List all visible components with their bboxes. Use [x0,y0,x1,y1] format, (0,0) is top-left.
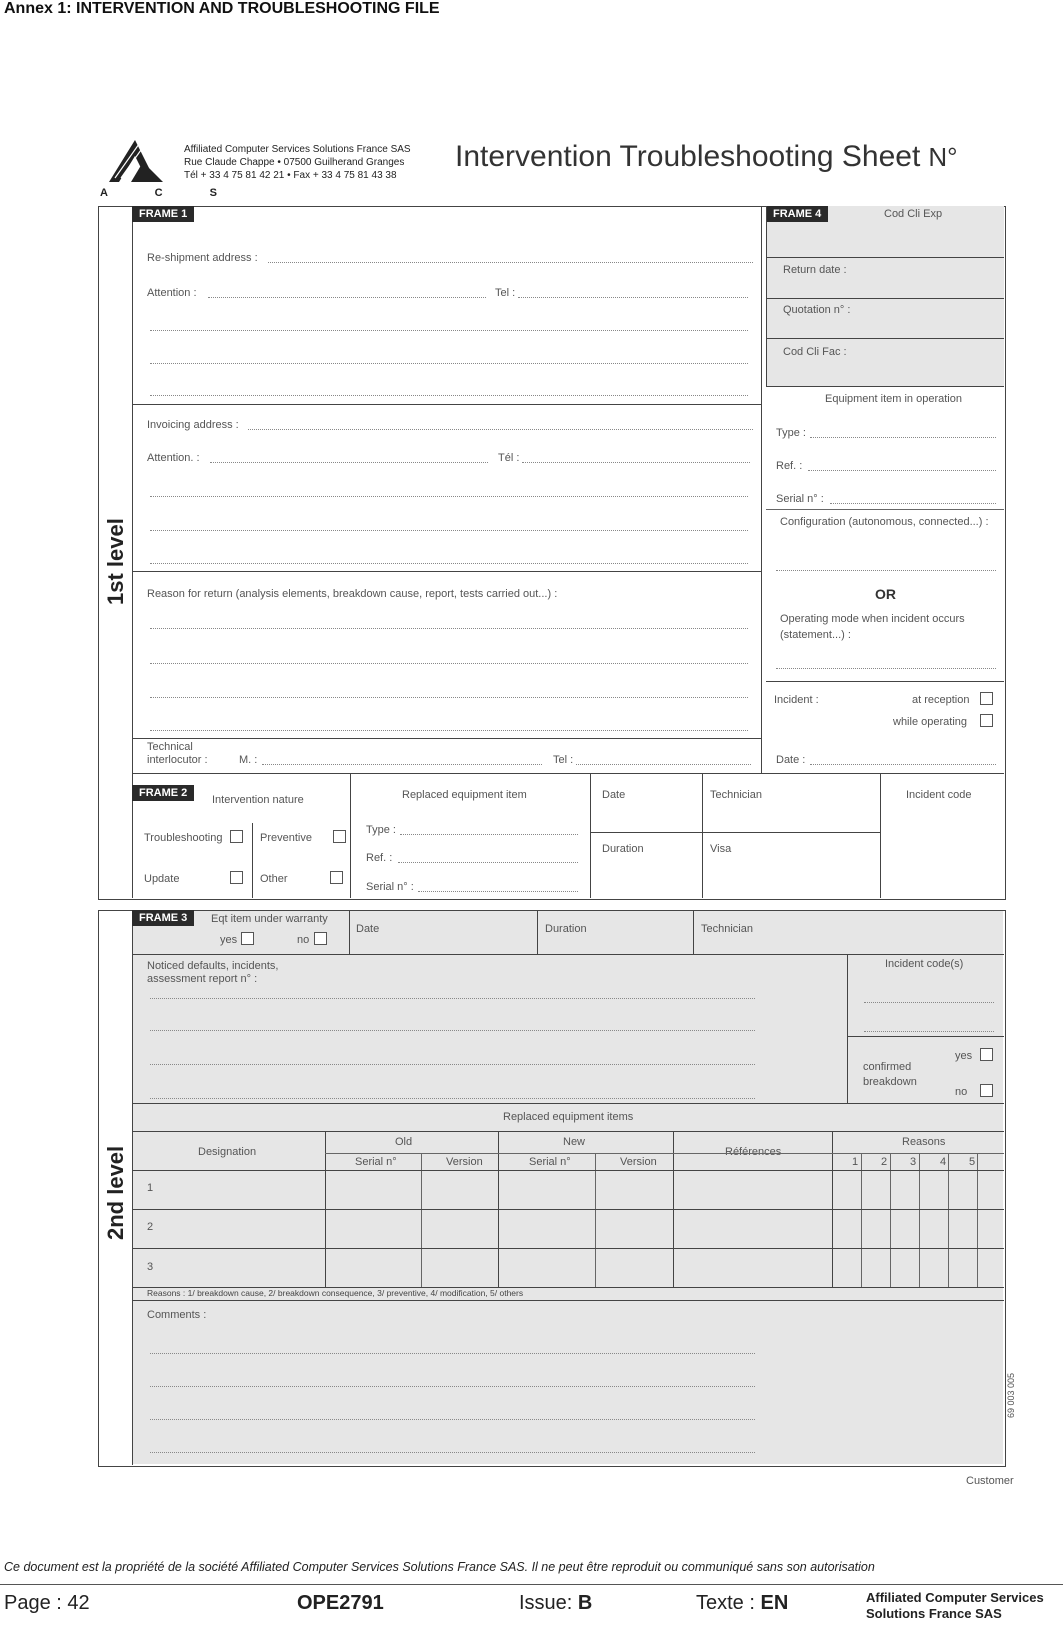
sheet-title-text: Intervention Troubleshooting Sheet [455,140,921,173]
tel-line[interactable] [518,297,748,298]
update-label: Update [144,873,180,885]
eq-serial-line[interactable] [830,503,996,504]
f2-incident-code-label: Incident code [906,789,972,801]
old-serial-header: Serial n° [355,1156,397,1168]
tel3-line[interactable] [576,764,751,765]
noticed-line[interactable] [150,1030,755,1031]
quotation-label: Quotation n° : [783,304,851,316]
incident-code-line[interactable] [864,1031,994,1032]
f2-serial-line[interactable] [418,891,578,892]
frame2-col-divider [702,773,703,898]
warranty-no-checkbox[interactable] [314,932,327,945]
footer-company [866,1590,1044,1622]
eq-ref-label: Ref. : [776,460,803,472]
while-operating-label: while operating [893,716,967,728]
incident-codes-divider [847,954,848,1103]
frame4-divider [766,681,1004,682]
address-line[interactable] [150,395,748,396]
reason-num-4: 4 [940,1156,947,1168]
frame4-divider [766,386,1004,387]
frame1-divider [132,404,762,405]
noticed-line[interactable] [150,1064,755,1065]
frame2-col-divider [880,773,881,898]
new-version-header: Version [620,1156,657,1168]
equipment-label: Equipment item in operation [825,393,962,405]
reasons-header: Reasons [902,1136,946,1148]
eq-type-line[interactable] [810,437,996,438]
warranty-yes-checkbox[interactable] [241,932,254,945]
old-version-header: Version [446,1156,483,1168]
comments-line[interactable] [150,1353,755,1354]
reason-line[interactable] [150,730,748,731]
frame2-col-divider [590,773,591,898]
tech-interlocutor-label: Technical interlocutor : [147,741,208,766]
frame3-divider [132,1131,1004,1132]
f3-duration-label: Duration [545,923,587,935]
frame1-divider [132,738,762,739]
reshipment-line[interactable] [268,262,753,263]
frame3-divider [132,1103,1004,1104]
company-line1: Affiliated Computer Services Solutions France SAS [184,144,411,155]
cod-cli-exp-label: Cod Cli Exp [884,208,943,220]
attention2-label: Attention. : [147,452,200,464]
confirmed-no-label: no [955,1086,968,1098]
f2-visa-label: Visa [710,843,732,855]
reason-line[interactable] [150,697,748,698]
logo-letters: A C S [100,187,239,199]
update-checkbox[interactable] [230,871,243,884]
noticed-label: Noticed defaults, incidents, assessment report n° : [147,960,279,985]
m-line[interactable] [262,764,542,765]
reason-num-3: 3 [910,1156,917,1168]
f2-serial-label: Serial n° : [366,881,414,893]
frame2-col-divider [350,773,351,898]
company-line2: Rue Claude Chappe • 07500 Guilherand Granges [184,157,405,168]
f2-date-label: Date [602,789,626,801]
invoicing-line[interactable] [248,429,753,430]
frame4-label: FRAME 4 [766,206,828,222]
table-subcol-divider [595,1153,596,1287]
incident-codes-label: Incident code(s) [885,958,964,970]
reason-col-divider [919,1153,920,1287]
company-line3: Tél + 33 4 75 81 42 21 • Fax + 33 4 75 81 43 38 [184,170,397,181]
invoicing-extra-line[interactable] [150,530,748,531]
f2-ref-line[interactable] [398,862,578,863]
configuration-label: Configuration (autonomous, connected...) : [780,516,989,528]
table-subcol-divider [421,1153,422,1287]
doc-reference: OPE2791 [297,1592,384,1614]
address-line[interactable] [150,363,748,364]
incident-codes-row-divider [847,1036,1004,1037]
table-row-divider [132,1248,1004,1249]
confirmed-yes-checkbox[interactable] [980,1048,993,1061]
troubleshooting-label: Troubleshooting [144,832,223,844]
at-reception-label: at reception [912,694,970,706]
noticed-line[interactable] [150,998,755,999]
reason-line[interactable] [150,663,748,664]
other-label: Other [260,873,288,885]
reshipment-label: Re-shipment address : [147,252,258,264]
frame4-divider [766,257,1004,258]
sheet-number-label: N° [928,142,958,172]
issue [519,1592,592,1615]
sheet-title [455,140,958,174]
replaced-items-label: Replaced equipment items [503,1111,634,1123]
attention-line[interactable] [208,297,486,298]
operating-mode-label: Operating mode when incident occurs (statement...) : [780,613,965,641]
new-serial-header: Serial n° [529,1156,571,1168]
f2-ref-label: Ref. : [366,852,393,864]
level1-mid-divider [132,773,1004,774]
reason-line[interactable] [150,628,748,629]
acs-logo-icon [105,138,167,186]
comments-line[interactable] [150,1452,755,1453]
texte [696,1592,788,1615]
eq-ref-line[interactable] [808,470,996,471]
or-label: OR [875,586,896,602]
invoicing-extra-line[interactable] [150,496,748,497]
comments-label: Comments : [147,1309,207,1321]
f2-type-label: Type : [366,824,396,836]
reason-col-divider [861,1153,862,1287]
other-checkbox[interactable] [330,871,343,884]
preventive-checkbox[interactable] [333,830,346,843]
table-row-2-num: 2 [147,1221,154,1233]
m-label: M. : [239,754,258,766]
frame3-divider [132,954,1004,955]
frame3-label: FRAME 3 [132,910,194,926]
frame4-left-border [766,206,767,386]
f2-type-line[interactable] [400,834,578,835]
frame1-right-border [761,206,762,774]
designation-header: Designation [198,1146,257,1158]
tel2-line[interactable] [522,462,750,463]
invoicing-label: Invoicing address : [147,419,239,431]
confirmed-no-checkbox[interactable] [980,1084,993,1097]
warranty-yes-label: yes [220,934,238,946]
legend-bottom [132,1300,1004,1301]
tel3-label: Tel : [553,754,574,766]
comments-line[interactable] [150,1386,755,1387]
invoicing-extra-line[interactable] [150,563,748,564]
frame3-shade [133,911,1003,1464]
footer-notice: Ce document est la propriété de la société Affiliated Computer Services Solutions France SAS. Il ne peut être reproduit ou communiqué sans son autorisation [4,1560,875,1574]
page-number: Page : 42 [4,1592,90,1614]
table-row-3-num: 3 [147,1261,154,1273]
footer-rule [0,1584,1063,1585]
f2-duration-label: Duration [602,843,644,855]
eq-type-label: Type : [776,427,806,439]
reason-col-divider [890,1153,891,1287]
frame4-divider [766,298,1004,299]
replaced-item-label: Replaced equipment item [402,789,527,801]
frame4-date-label: Date : [776,754,806,766]
frame1-divider [132,571,762,572]
eq-serial-label: Serial n° : [776,493,824,505]
cod-cli-fac-label: Cod Cli Fac : [783,346,847,358]
references-header: Références [725,1146,782,1158]
f3-technician-label: Technician [701,923,753,935]
frame4-top-shade [766,206,1004,386]
reason-col-divider [977,1153,978,1287]
reason-num-2: 2 [881,1156,888,1168]
table-row-divider [132,1209,1004,1210]
level2-divider [132,910,133,1465]
intervention-nature-label: Intervention nature [212,794,304,806]
preventive-label: Preventive [260,832,312,844]
address-line[interactable] [150,330,748,331]
at-reception-checkbox[interactable] [980,692,993,705]
operating-mode-line[interactable] [776,668,996,669]
configuration-line[interactable] [776,570,996,571]
table-subheader-line [325,1153,1004,1154]
company-address [184,143,411,182]
confirmed-yes-label: yes [955,1050,973,1062]
reason-label: Reason for return (analysis elements, breakdown cause, report, tests carried out...) : [147,588,558,600]
frame3-col-divider [349,910,350,954]
frame3-col-divider [693,910,694,954]
confirmed-breakdown-label: confirmed breakdown [863,1061,917,1088]
frame4-date-line[interactable] [810,764,996,765]
issue-label: Issue: [519,1592,573,1614]
annex-title: Annex 1: INTERVENTION AND TROUBLESHOOTING FILE [4,0,440,17]
frame3-col-divider [537,910,538,954]
first-level-label: 1st level [103,518,128,605]
frame2-label: FRAME 2 [132,785,194,801]
frame4-divider [766,338,1004,339]
warranty-no-label: no [297,934,310,946]
table-header-bottom [132,1170,1004,1171]
reason-num-1: 1 [852,1156,859,1168]
texte-label: Texte : [696,1592,755,1614]
incident-code-line[interactable] [864,1002,994,1003]
frame4-thin-divider [766,509,1004,510]
tel2-label: Tél : [498,452,520,464]
new-header: New [563,1136,586,1148]
troubleshooting-checkbox[interactable] [230,830,243,843]
texte-value: EN [760,1592,789,1614]
issue-value: B [577,1592,593,1614]
form-code: 69 003 005 [1006,1372,1016,1418]
tel-label: Tel : [495,287,516,299]
return-date-label: Return date : [783,264,847,276]
warranty-label: Eqt item under warranty [211,913,328,925]
second-level-label: 2nd level [103,1145,128,1240]
frame1-label: FRAME 1 [132,206,194,222]
reasons-legend: Reasons : 1/ breakdown cause, 2/ breakdown consequence, 3/ preventive, 4/ modification, 5/ others [147,1288,524,1298]
f2-technician-label: Technician [710,789,762,801]
noticed-line[interactable] [150,1098,755,1099]
comments-line[interactable] [150,1419,755,1420]
footer-company-line2: Solutions France SAS [866,1606,1002,1621]
f3-date-label: Date [356,923,380,935]
customer-label: Customer [966,1475,1014,1487]
attention-label: Attention : [147,287,197,299]
footer-company-line1: Affiliated Computer Services [866,1590,1044,1605]
reason-num-5: 5 [969,1156,976,1168]
old-header: Old [395,1136,413,1148]
frame2-nature-divider [252,823,253,898]
table-row-1-num: 1 [147,1182,154,1194]
reason-col-divider [948,1153,949,1287]
attention2-line[interactable] [210,462,488,463]
while-operating-checkbox[interactable] [980,714,993,727]
frame2-row-divider [590,832,880,833]
incident-label: Incident : [774,694,819,706]
